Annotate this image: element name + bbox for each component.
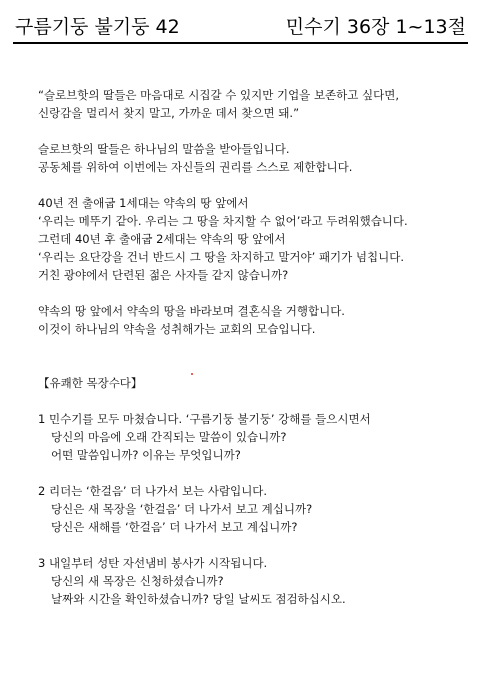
question-1 [38, 410, 478, 464]
intro-paragraph-2 [38, 194, 478, 284]
question-line: 당신의 마음에 오래 간직되는 말씀이 있습니까? [51, 430, 287, 444]
text-line: 약속의 땅 앞에서 약속의 땅을 바라보며 결혼식을 거행합니다. [38, 304, 345, 318]
text-line: ‘우리는 메뚜기 같아. 우리는 그 땅을 차지할 수 없어’라고 두려워했습니다. [38, 214, 408, 228]
question-line: 날짜와 시간을 확인하셨습니까? 당일 날씨도 점검하십시오. [51, 592, 346, 606]
question-line: 2 리더는 ‘한걸음’ 더 나가서 보는 사람입니다. [38, 484, 268, 498]
series-title: 구름기둥 불기둥 42 [15, 16, 180, 38]
intro-quote [38, 86, 478, 122]
scripture-reference: 민수기 36장 1~13절 [285, 16, 466, 38]
question-line: 1 민수기를 모두 마쳤습니다. ‘구름기둥 불기둥’ 강해를 들으시면서 [38, 412, 371, 426]
text-line: ‘우리는 요단강을 건너 반드시 그 땅을 차지하고 말거야’ 패기가 넘칩니다. [38, 250, 405, 264]
question-line: 당신은 새해를 ‘한걸음’ 더 나가서 보고 계십니까? [51, 520, 298, 534]
text-line: 공동체를 위하여 이번에는 자신들의 권리를 스스로 제한합니다. [38, 160, 353, 174]
text-line: 40년 전 출애굽 1세대는 약속의 땅 앞에서 [38, 196, 249, 210]
question-2 [38, 482, 478, 536]
text-line: “슬로브핫의 딸들은 마음대로 시집갈 수 있지만 기업을 보존하고 싶다면, [38, 88, 400, 102]
intro-paragraph-3 [38, 302, 478, 338]
text-line: 신랑감을 멀리서 찾지 말고, 가까운 데서 찾으면 돼.” [38, 106, 300, 120]
text-line: 슬로브핫의 딸들은 하나님의 말씀을 받아들입니다. [38, 142, 290, 156]
question-3 [38, 554, 478, 608]
question-line: 당신은 새 목장을 ‘한걸음’ 더 나가서 보고 계십니까? [51, 502, 313, 516]
question-line: 당신의 새 목장은 신청하셨습니까? [51, 574, 224, 588]
question-line: 3 내일부터 성탄 자선냄비 봉사가 시작됩니다. [38, 556, 268, 570]
intro-paragraph-1 [38, 140, 478, 176]
text-line: 거친 광야에서 단련된 젊은 사자들 같지 않습니까? [38, 268, 289, 282]
document-body [38, 86, 478, 608]
discussion-heading: 【유쾌한 목장수다】 [38, 376, 143, 390]
question-line: 어떤 말씀입니까? 이유는 무엇입니까? [51, 448, 241, 462]
page-header [13, 14, 468, 44]
text-line: 이것이 하나님의 약속을 성취해가는 교회의 모습입니다. [38, 322, 316, 336]
text-line: 그런데 40년 후 출애굽 2세대는 약속의 땅 앞에서 [38, 232, 286, 246]
